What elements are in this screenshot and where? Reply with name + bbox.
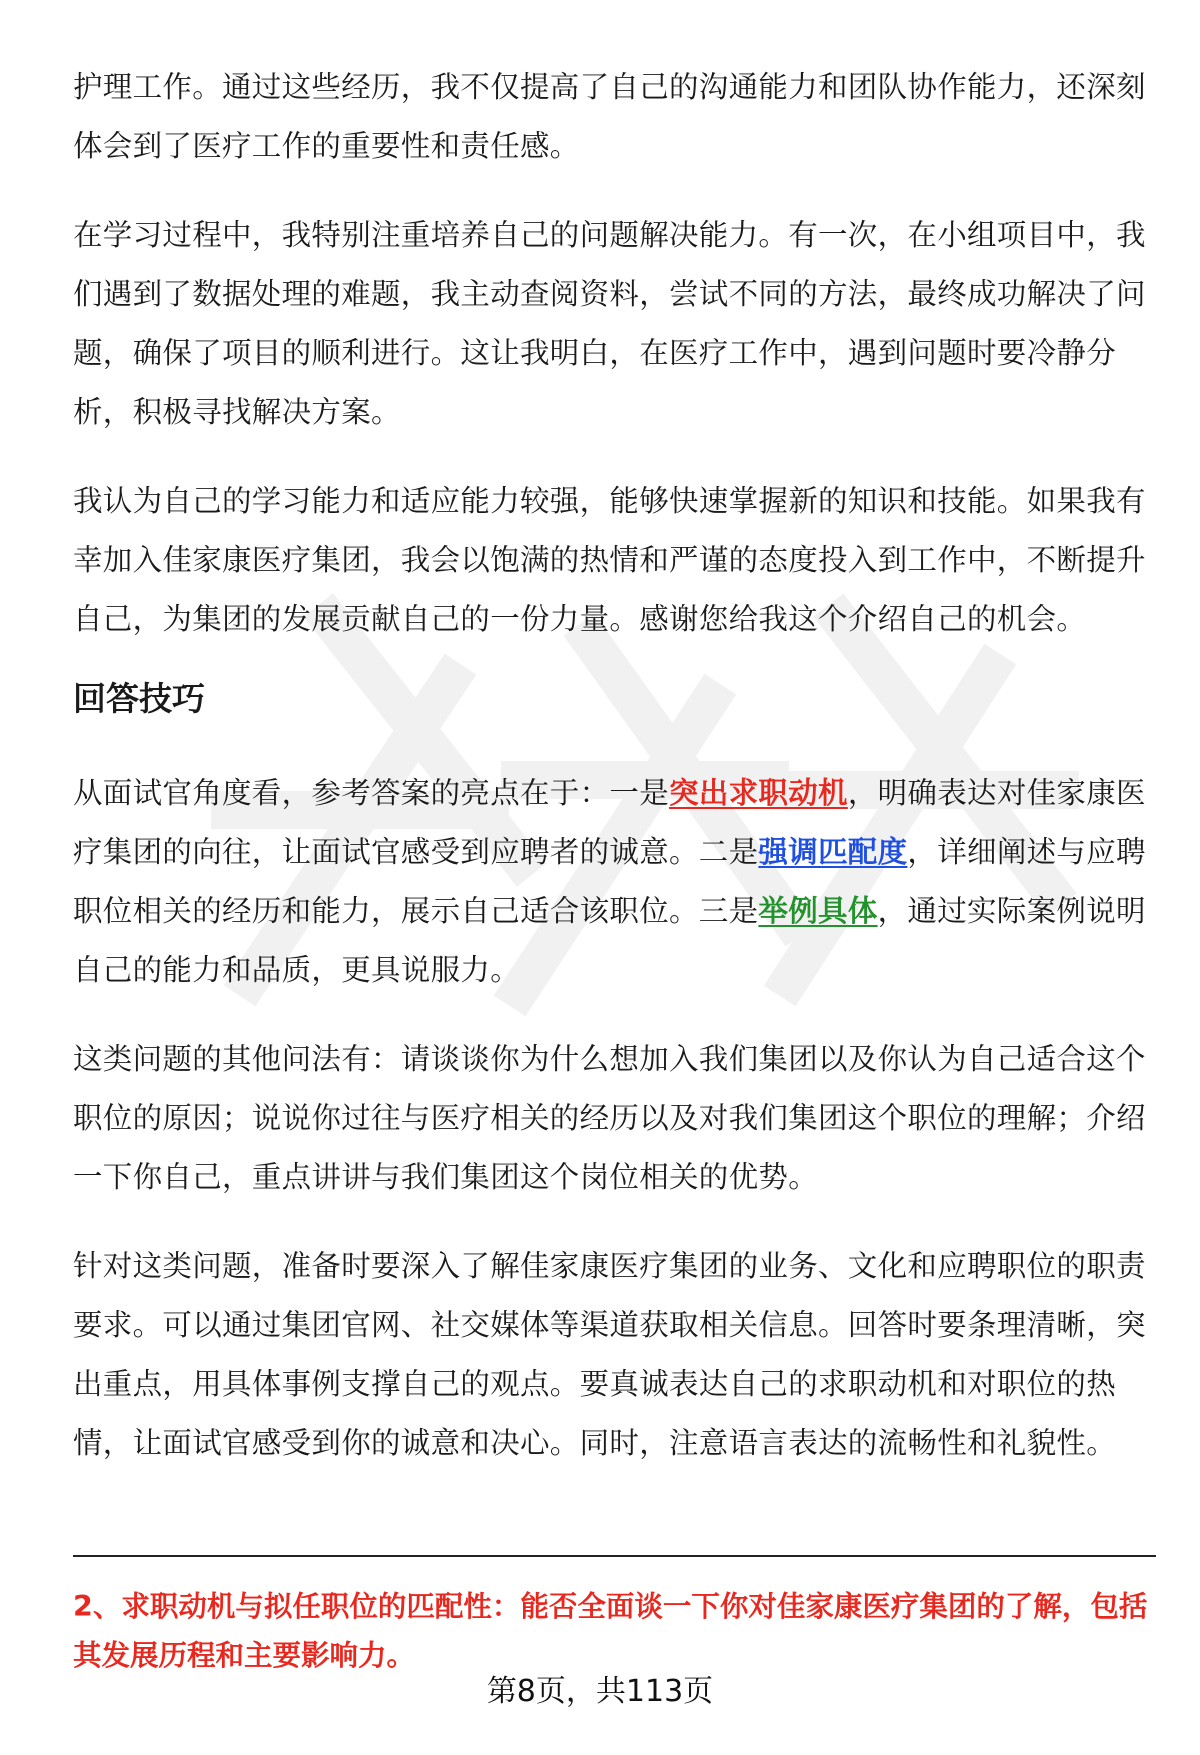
body-paragraph-1: 护理工作。通过这些经历，我不仅提高了自己的沟通能力和团队协作能力，还深刻体会到了医疗工作的重要性和责任感。 <box>73 70 1146 163</box>
section-divider <box>73 1555 1156 1557</box>
tips-p1-mid1: ，明确表达对佳家康医疗集团的向往，让面试官感受到应聘者的诚意。二是 <box>73 776 1146 869</box>
tips-paragraph-1 <box>73 764 1153 1000</box>
tips-p1-intro: 从面试官角度看，参考答案的亮点在于：一是 <box>73 776 670 810</box>
highlight-motivation: 突出求职动机 <box>669 776 848 810</box>
highlight-match: 强调匹配度 <box>758 835 908 869</box>
tips-paragraph-2: 这类问题的其他问法有：请谈谈你为什么想加入我们集团以及你认为自己适合这个职位的原因；说说你过往与医疗相关的经历以及对我们集团这个职位的理解；介绍一下你自己，重点讲讲与我们集团这个岗位相关的优势。 <box>73 1042 1146 1194</box>
body-paragraph-3: 我认为自己的学习能力和适应能力较强，能够快速掌握新的知识和技能。如果我有幸加入佳家康医疗集团，我会以饱满的热情和严谨的态度投入到工作中，不断提升自己，为集团的发展贡献自己的一份力量。感谢您给我这个介绍自己的机会。 <box>73 484 1146 636</box>
body-paragraph-2: 在学习过程中，我特别注重培养自己的问题解决能力。有一次，在小组项目中，我们遇到了数据处理的难题，我主动查阅资料，尝试不同的方法，最终成功解决了问题，确保了项目的顺利进行。这让我明白，在医疗工作中，遇到问题时要冷静分析，积极寻找解决方案。 <box>73 218 1146 429</box>
tips-paragraph-3: 针对这类问题，准备时要深入了解佳家康医疗集团的业务、文化和应聘职位的职责要求。可以通过集团官网、社交媒体等渠道获取相关信息。回答时要条理清晰，突出重点，用具体事例支撑自己的观点。要真诚表达自己的求职动机和对职位的热情，让面试官感受到你的诚意和决心。同时，注意语言表达的流畅性和礼貌性。 <box>73 1249 1146 1460</box>
tips-p1-mid2: ，详细阐述与应聘职位相关的经历和能力，展示自己适合该职位。三是 <box>73 835 1146 928</box>
next-question-title: 2、求职动机与拟任职位的匹配性：能否全面谈一下你对佳家康医疗集团的了解，包括其发展历程和主要影响力。 <box>73 1590 1148 1672</box>
tips-p1-end: ，通过实际案例说明自己的能力和品质，更具说服力。 <box>73 894 1146 987</box>
highlight-examples: 举例具体 <box>758 894 878 928</box>
document-body <box>73 58 1153 1503</box>
section-heading-tips: 回答技巧 <box>73 679 205 718</box>
page-number-footer: 第8页，共113页 <box>486 1674 714 1709</box>
